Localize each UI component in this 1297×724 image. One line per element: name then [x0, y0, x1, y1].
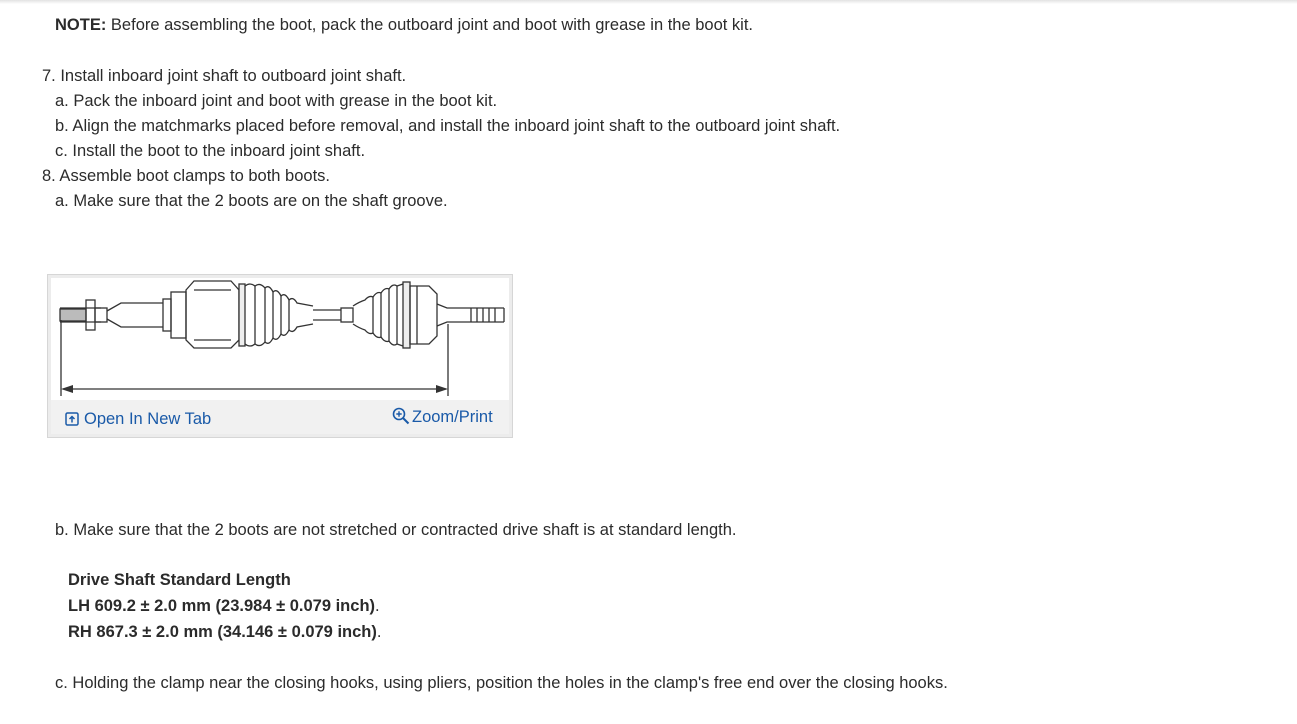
- step-7a: a. Pack the inboard joint and boot with grease in the boot kit.: [55, 92, 498, 110]
- step-7b: b. Align the matchmarks placed before removal, and install the inboard joint shaft to the outboard joint shaft.: [55, 117, 841, 135]
- drive-shaft-figure: [47, 274, 513, 438]
- spec-rh-period: .: [376, 623, 382, 641]
- step-8c: c. Holding the clamp near the closing hooks, using pliers, position the holes in the clamp's free end over the closing hooks.: [55, 674, 948, 692]
- step-7: 7. Install inboard joint shaft to outboard joint shaft.: [42, 67, 407, 85]
- spec-rh-value: RH 867.3 ± 2.0 mm (34.146 ± 0.079 inch): [68, 623, 377, 641]
- step-8a: a. Make sure that the 2 boots are on the shaft groove.: [55, 192, 448, 210]
- step-8b: b. Make sure that the 2 boots are not stretched or contracted drive shaft is at standard length.: [55, 521, 737, 539]
- zoom-print-label: Zoom/Print: [412, 408, 493, 426]
- spec-lh-value: LH 609.2 ± 2.0 mm (23.984 ± 0.079 inch): [68, 597, 376, 615]
- zoom-in-icon: [392, 407, 410, 425]
- spec-lh-period: .: [375, 597, 380, 615]
- drive-shaft-illustration: [51, 278, 509, 402]
- open-in-new-tab-link[interactable]: [65, 409, 211, 429]
- spec-lh: [68, 596, 380, 616]
- open-in-new-tab-icon: [65, 412, 79, 426]
- open-in-new-tab-label: Open In New Tab: [84, 410, 212, 428]
- note-text: Before assembling the boot, pack the outboard joint and boot with grease in the boot kit.: [106, 16, 754, 34]
- note: [55, 15, 753, 35]
- step-7c: c. Install the boot to the inboard joint shaft.: [55, 142, 366, 160]
- step-8: 8. Assemble boot clamps to both boots.: [42, 167, 331, 185]
- top-shadow: [0, 0, 1297, 4]
- note-label: NOTE:: [55, 16, 107, 34]
- spec-rh: [68, 622, 381, 642]
- spec-heading: Drive Shaft Standard Length: [68, 571, 291, 589]
- zoom-print-link[interactable]: [392, 407, 493, 427]
